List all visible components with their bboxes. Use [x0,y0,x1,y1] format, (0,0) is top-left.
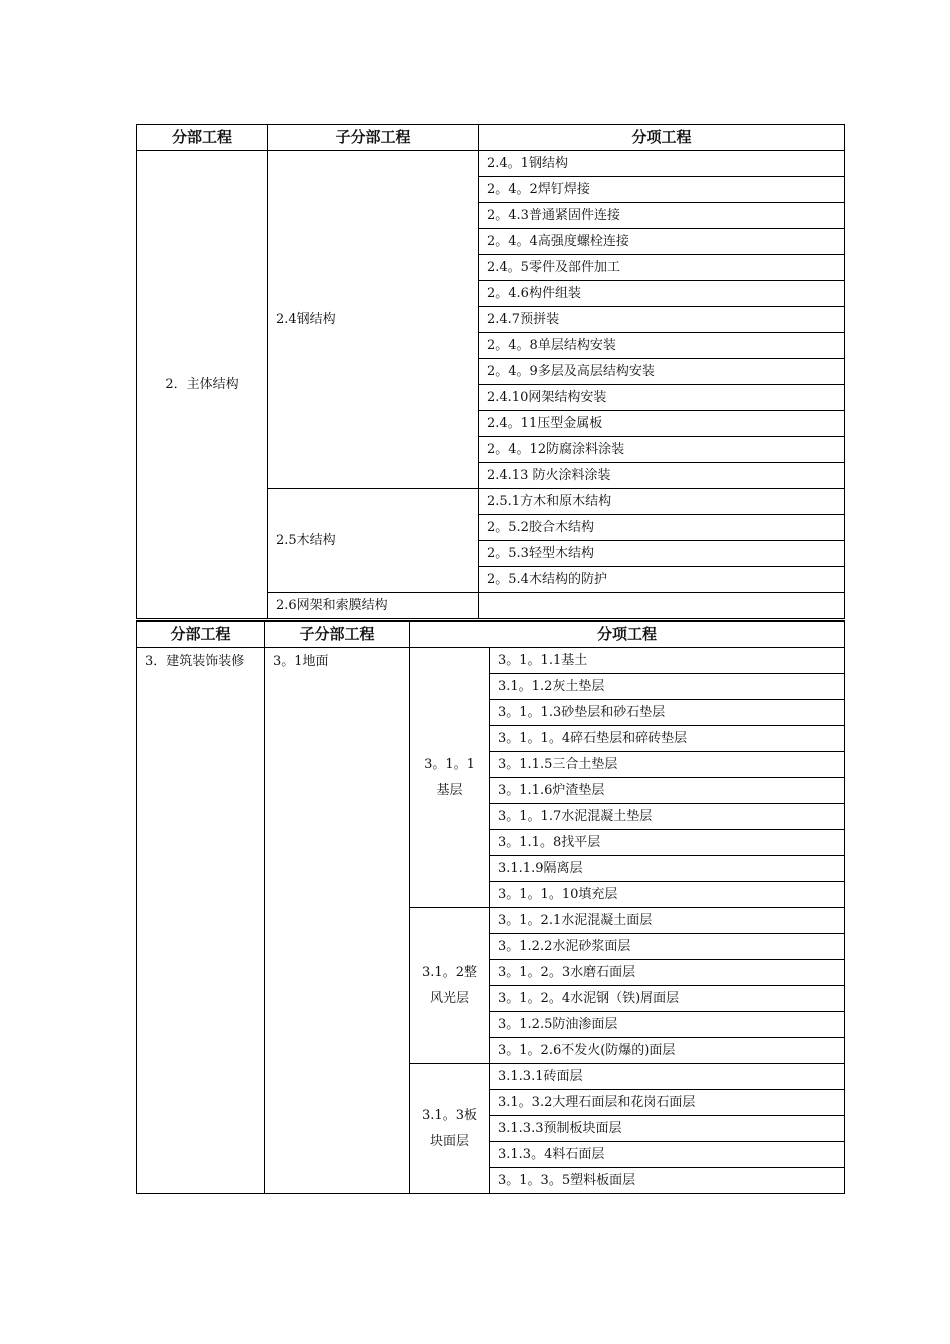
item-cell: 3。1。1。10填充层 [490,882,845,908]
group-label-line: 块面层 [429,1133,469,1149]
item-cell: 3.1。3.2大理石面层和花岗石面层 [490,1090,845,1116]
table-decoration [136,620,845,1194]
item-cell: 3。1。2.1水泥混凝土面层 [490,908,845,934]
subdivision-cell: 2.4钢结构 [268,151,479,489]
item-cell: 2。5.2胶合木结构 [479,515,845,541]
item-cell: 2.4。11压型金属板 [479,411,845,437]
item-cell: 2。4。8单层结构安装 [479,333,845,359]
item-cell: 3.1.3。4料石面层 [490,1142,845,1168]
item-cell: 2.4.7预拼装 [479,307,845,333]
header-row [137,621,845,648]
column-header: 子分部工程 [268,125,479,151]
item-cell: 2。4。12防腐涂料涂装 [479,437,845,463]
item-cell: 2。4.3普通紧固件连接 [479,203,845,229]
column-header: 分项工程 [479,125,845,151]
item-cell: 2。5.3轻型木结构 [479,541,845,567]
item-cell: 2.5.1方木和原木结构 [479,489,845,515]
subdivision-cell: 3。1地面 [265,648,410,1194]
item-cell: 3.1.3.3预制板块面层 [490,1116,845,1142]
item-cell: 3.1.1.9隔离层 [490,856,845,882]
column-header: 分部工程 [137,125,268,151]
group-label-line: 基层 [436,782,463,798]
group-label-line: 风光层 [429,990,469,1006]
item-cell: 2。4。9多层及高层结构安装 [479,359,845,385]
item-cell: 2.4。1钢结构 [479,151,845,177]
item-cell: 3。1.2.2水泥砂浆面层 [490,934,845,960]
division-cell: 3．建筑装饰装修 [137,648,265,1194]
group-label-line: 3.1。3板 [422,1107,477,1123]
item-cell [479,593,845,619]
item-cell: 3。1。3。5塑料板面层 [490,1168,845,1194]
subdivision-cell: 2.6网架和索膜结构 [268,593,479,619]
group-label-line: 3.1。2整 [422,964,477,980]
group-cell [410,1064,490,1194]
column-header: 分项工程 [410,621,845,648]
item-cell: 2.4。5零件及部件加工 [479,255,845,281]
item-cell: 3.1.3.1砖面层 [490,1064,845,1090]
item-cell: 3。1。1。4碎石垫层和碎砖垫层 [490,726,845,752]
item-cell: 3.1。1.2灰土垫层 [490,674,845,700]
item-cell: 3。1。1.3砂垫层和砂石垫层 [490,700,845,726]
item-cell: 2。4。4高强度螺栓连接 [479,229,845,255]
table-main-structure [136,124,845,619]
item-cell: 3。1.1.5三合土垫层 [490,752,845,778]
item-cell: 3。1.1.6炉渣垫层 [490,778,845,804]
table-row [137,151,845,177]
header-row [137,125,845,151]
item-cell: 3。1。2.6不发火(防爆的)面层 [490,1038,845,1064]
item-cell: 2.4.13 防火涂料涂装 [479,463,845,489]
group-cell [410,908,490,1064]
group-cell [410,648,490,908]
item-cell: 2。4.6构件组装 [479,281,845,307]
item-cell: 3。1.2.5防油渗面层 [490,1012,845,1038]
group-label-line: 3。1。1 [424,756,475,772]
table-row [137,648,845,674]
item-cell: 3。1.1。8找平层 [490,830,845,856]
column-header: 子分部工程 [265,621,410,648]
item-cell: 3。1。2。4水泥钢（铁)屑面层 [490,986,845,1012]
item-cell: 2。5.4木结构的防护 [479,567,845,593]
division-cell: 2．主体结构 [137,151,268,619]
item-cell: 3。1。2。3水磨石面层 [490,960,845,986]
item-cell: 2。4。2焊钉焊接 [479,177,845,203]
subdivision-cell: 2.5木结构 [268,489,479,593]
item-cell: 3。1。1.1基土 [490,648,845,674]
item-cell: 2.4.10网架结构安装 [479,385,845,411]
column-header: 分部工程 [137,621,265,648]
item-cell: 3。1。1.7水泥混凝土垫层 [490,804,845,830]
